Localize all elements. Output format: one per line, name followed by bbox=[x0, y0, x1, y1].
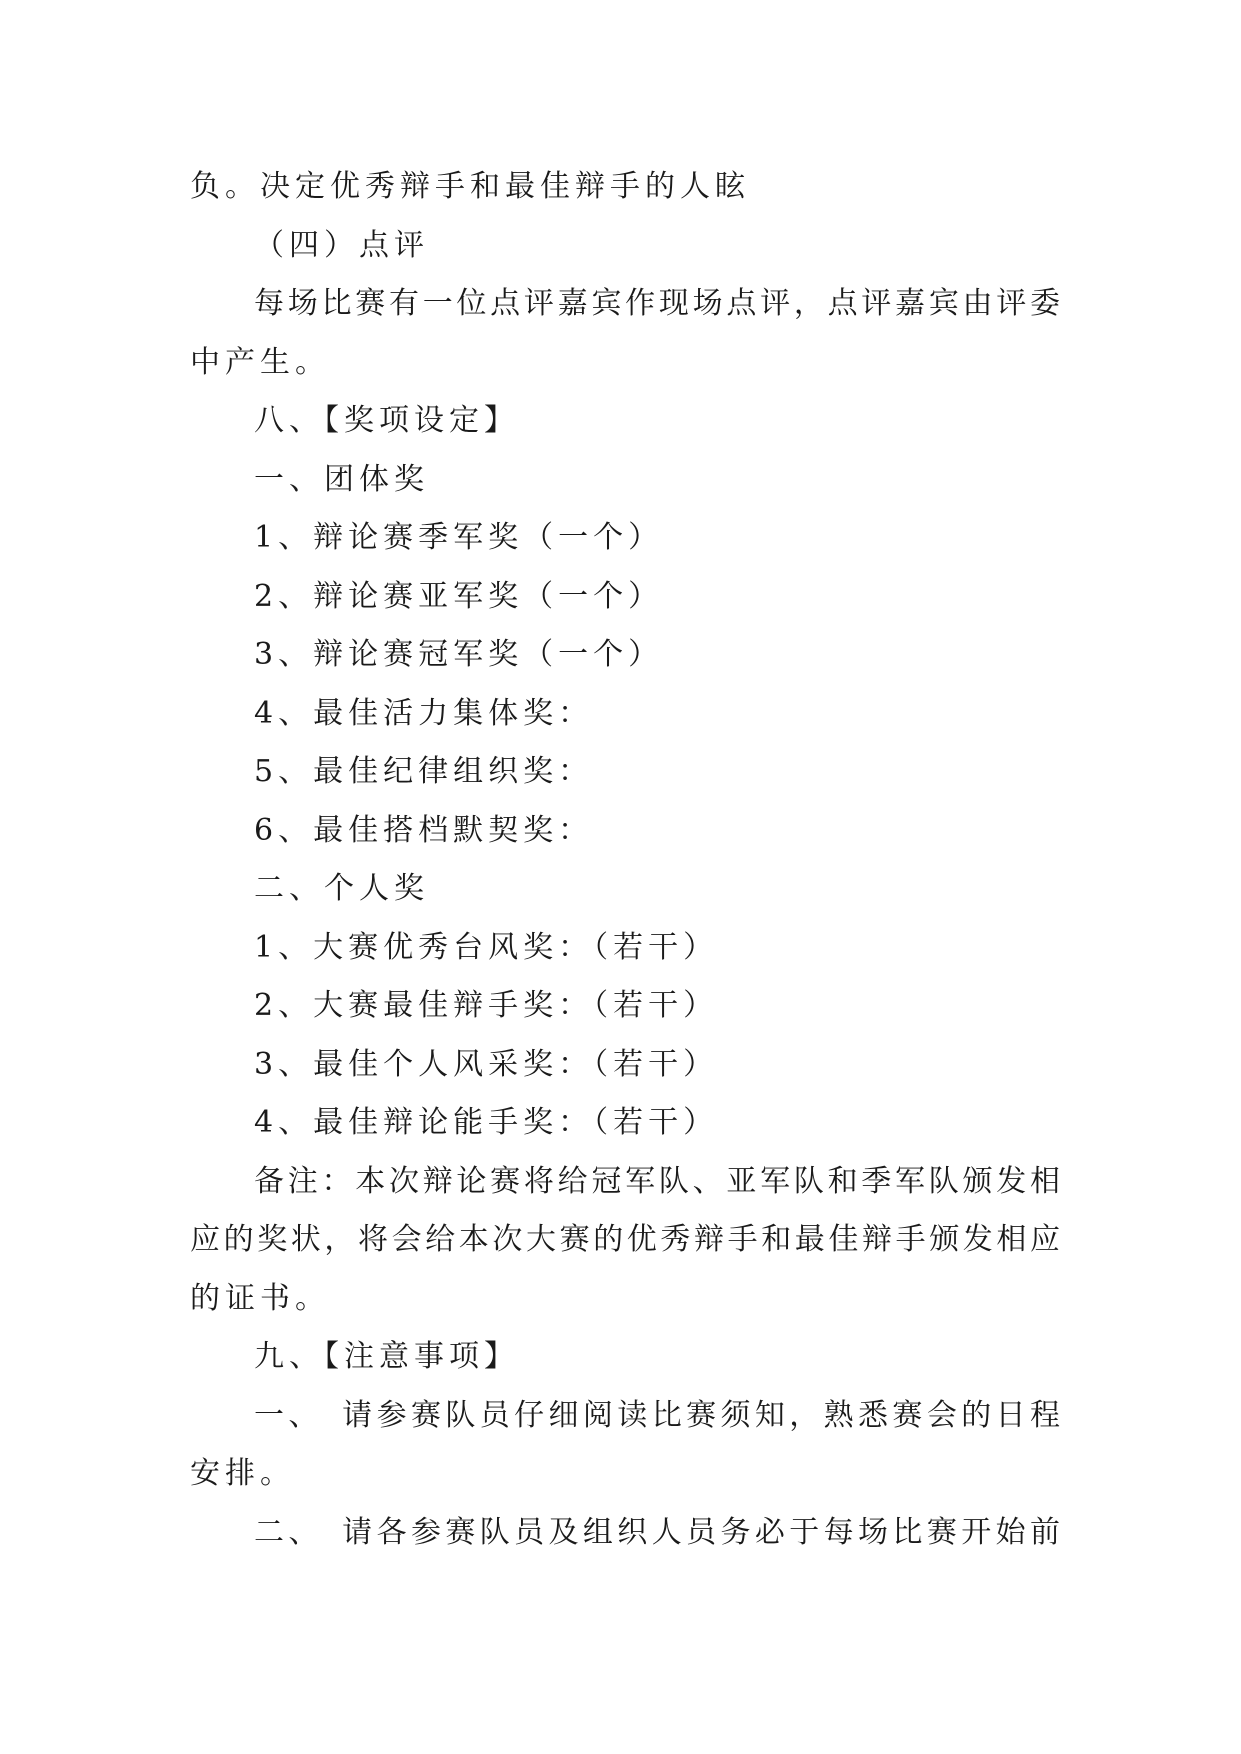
paragraph-line: 安排。 bbox=[190, 1456, 295, 1491]
paragraph-line: 应的奖状，将会给本次大赛的优秀辩手和最佳辩手颁发相应 bbox=[190, 1222, 1060, 1257]
paragraph-line: 5、最佳纪律组织奖： bbox=[254, 754, 594, 789]
paragraph-line: 八、【奖项设定】 bbox=[254, 403, 519, 438]
paragraph-line: 6、最佳搭档默契奖： bbox=[254, 812, 594, 848]
paragraph-line: 4、最佳活力集体奖： bbox=[254, 695, 594, 731]
paragraph-line: 二、个人奖 bbox=[254, 871, 429, 906]
paragraph-line: 二、 请各参赛队员及组织人员务必于每场比赛开始前 bbox=[254, 1514, 1060, 1550]
paragraph-line: 备注：本次辩论赛将给冠军队、亚军队和季军队颁发相 bbox=[254, 1163, 1060, 1199]
paragraph-line: 每场比赛有一位点评嘉宾作现场点评，点评嘉宾由评委 bbox=[254, 286, 1060, 321]
paragraph-line: 中产生。 bbox=[190, 344, 330, 380]
paragraph-line: 负。决定优秀辩手和最佳辩手的人眩 bbox=[190, 169, 750, 204]
paragraph-line: 3、辩论赛冠军奖（一个） bbox=[254, 637, 664, 672]
paragraph-line: （四）点评 bbox=[254, 227, 429, 263]
paragraph-line: 1、辩论赛季军奖（一个） bbox=[254, 520, 664, 555]
paragraph-line: 2、大赛最佳辩手奖：（若干） bbox=[254, 988, 719, 1023]
paragraph-line: 九、【注意事项】 bbox=[254, 1339, 519, 1374]
paragraph-line: 的证书。 bbox=[190, 1280, 330, 1316]
paragraph-line: 3、最佳个人风采奖：（若干） bbox=[254, 1046, 719, 1082]
paragraph-line: 一、 请参赛队员仔细阅读比赛须知，熟悉赛会的日程 bbox=[254, 1397, 1060, 1433]
paragraph-line: 4、最佳辩论能手奖：（若干） bbox=[254, 1105, 719, 1140]
paragraph-line: 2、辩论赛亚军奖（一个） bbox=[254, 578, 664, 614]
paragraph-line: 一、团体奖 bbox=[254, 461, 429, 497]
paragraph-line: 1、大赛优秀台风奖：（若干） bbox=[254, 929, 719, 965]
body-text bbox=[190, 158, 1060, 1562]
